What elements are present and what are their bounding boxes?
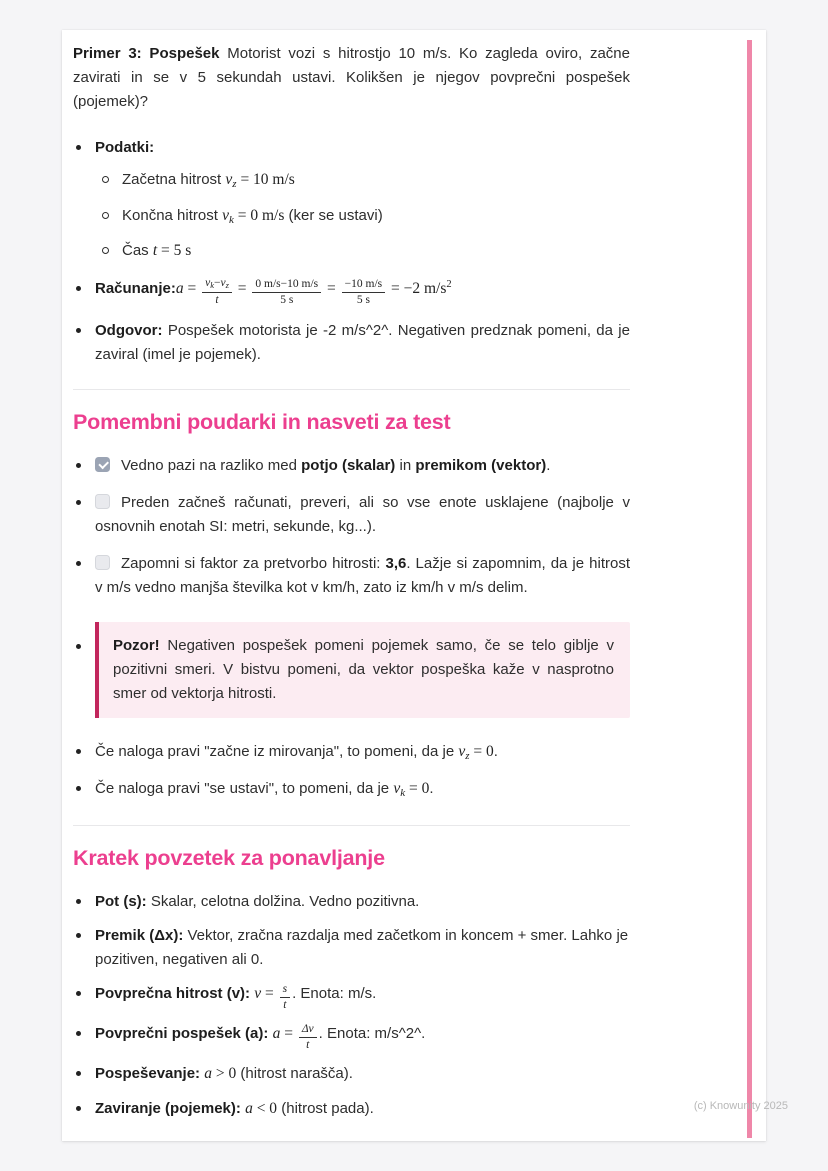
text-segment: . bbox=[493, 742, 498, 760]
callout-bullet-row bbox=[73, 622, 630, 718]
bold-segment: premikom (vektor) bbox=[415, 456, 547, 474]
bold-segment: Povprečna hitrost (v): bbox=[95, 984, 251, 1002]
math-expression bbox=[245, 1100, 277, 1117]
fraction-numerator: 0 m/s−10 m/s bbox=[252, 278, 321, 293]
math-superscript: 2 bbox=[446, 278, 452, 290]
math-var: a bbox=[175, 279, 184, 297]
math-expression bbox=[393, 780, 430, 800]
example-paragraph bbox=[73, 42, 630, 114]
math-eq: > 0 bbox=[211, 1065, 237, 1083]
math-expression bbox=[222, 207, 284, 224]
text-segment: (hitrost narašča). bbox=[236, 1065, 353, 1083]
math-sub: k bbox=[210, 280, 214, 291]
bold-segment: Pospeševanje: bbox=[95, 1065, 201, 1083]
math-expression bbox=[204, 1065, 236, 1082]
math-sub: k bbox=[400, 787, 406, 800]
math-expression bbox=[458, 743, 493, 760]
math-var: a bbox=[204, 1065, 212, 1083]
text-segment: . Enota: m/s^2^. bbox=[318, 1025, 426, 1042]
text-segment: Če naloga pravi "začne iz mirovanja", to pomeni, da je bbox=[95, 742, 459, 760]
racunanje-label: Računanje: bbox=[95, 279, 176, 297]
fraction bbox=[299, 1023, 317, 1052]
text-segment: Preden začneš računati, preveri, ali so vse enote usklajene (najbolje v osnovnih enotah SI: metri, sekunde, kg...). bbox=[95, 493, 630, 535]
fraction-numerator: s bbox=[280, 983, 290, 998]
podatki-sublist bbox=[95, 168, 630, 265]
summary-list bbox=[73, 890, 630, 1122]
math-expression bbox=[254, 982, 292, 1011]
fraction-denominator: t bbox=[283, 998, 287, 1011]
math-eq: = 0 bbox=[405, 780, 430, 798]
summary-item bbox=[73, 924, 630, 972]
odgovor-label: Odgovor: bbox=[95, 322, 163, 339]
summary-item bbox=[73, 982, 630, 1012]
math-eq: = bbox=[280, 1025, 297, 1042]
warning-callout bbox=[95, 622, 630, 718]
example-title: Primer 3: Pospešek bbox=[73, 45, 220, 62]
text-segment: . bbox=[546, 456, 551, 474]
math-eq: = bbox=[323, 279, 340, 297]
fraction-denominator: 5 s bbox=[356, 293, 370, 306]
note-item bbox=[73, 740, 630, 766]
math-eq: = 0 bbox=[469, 742, 494, 760]
example-body-text: Motorist vozi s hitrostjo 10 m/s. Ko zagleda oviro, začne zavirati in se v 5 sekundah ustavi. Kolikšen je njegov povprečni pospešek (pojemek)? bbox=[73, 45, 630, 110]
odgovor-item bbox=[73, 319, 630, 367]
bold-segment: 3,6 bbox=[385, 554, 407, 572]
math-eq: = 10 m/s bbox=[236, 171, 295, 188]
summary-item bbox=[73, 890, 630, 914]
callout-text: Negativen pospešek pomeni pojemek samo, če se telo giblje v pozitivni smeri. V bistvu pomeni, da vektor pospeška kaže v nasprotno smer od vektorja hitrosti. bbox=[113, 636, 614, 702]
math-var: a bbox=[245, 1100, 253, 1118]
summary-heading: Kratek povzetek za ponavljanje bbox=[73, 845, 385, 870]
checkbox-unchecked[interactable] bbox=[95, 555, 110, 570]
fraction bbox=[252, 278, 321, 307]
text-segment: . Lažje si zapomnim, da je hitrost v m/s vedno manjša številka kot v km/h, zato iz km/h v m/s delim. bbox=[95, 554, 630, 596]
summary-item bbox=[73, 1097, 630, 1122]
tip-item bbox=[73, 491, 630, 539]
fraction-denominator: 5 s bbox=[280, 293, 294, 306]
math-var: v bbox=[458, 742, 466, 760]
text-segment: Zapomni si faktor za pretvorbo hitrosti: bbox=[121, 554, 386, 572]
fraction-numerator: −10 m/s bbox=[342, 278, 385, 293]
fraction bbox=[342, 278, 385, 307]
list-item bbox=[95, 204, 630, 230]
math-var: v bbox=[205, 277, 211, 290]
podatki-item bbox=[73, 136, 630, 265]
bold-segment: potjo (skalar) bbox=[301, 456, 396, 474]
checkbox-unchecked[interactable] bbox=[95, 494, 110, 509]
watermark: (c) Knowunity 2025 bbox=[693, 1100, 788, 1112]
callout-title: Pozor! bbox=[113, 636, 160, 654]
math-result: = −2 m/s bbox=[387, 279, 447, 297]
note-item bbox=[73, 777, 630, 803]
text-segment: Skalar, celotna dolžina. Vedno pozitivna. bbox=[146, 892, 420, 910]
summary-item bbox=[73, 1062, 630, 1087]
summary-item bbox=[73, 1022, 630, 1052]
text-segment: Če naloga pravi "se ustavi", to pomeni, da je bbox=[95, 780, 394, 798]
text-segment: . Enota: m/s. bbox=[292, 984, 377, 1002]
math-var: a bbox=[272, 1025, 281, 1042]
math-eq: = 0 m/s bbox=[233, 206, 285, 224]
page-edge-accent-line bbox=[747, 40, 752, 1138]
document-card bbox=[62, 30, 766, 1141]
text-segment: (hitrost pada). bbox=[277, 1100, 374, 1118]
math-var: v bbox=[222, 206, 229, 224]
fraction-denominator: t bbox=[215, 293, 219, 306]
math-var: v bbox=[225, 171, 233, 188]
bold-segment: Zaviranje (pojemek): bbox=[95, 1100, 241, 1118]
text-segment: in bbox=[395, 456, 416, 474]
tip-item bbox=[73, 552, 630, 600]
math-eq: < 0 bbox=[252, 1100, 278, 1118]
math-op: − bbox=[214, 277, 221, 290]
math-sub: z bbox=[465, 749, 470, 762]
odgovor-text: Pospešek motorista je -2 m/s^2^. Negativen predznak pomeni, da je zaviral (imel je pojemek). bbox=[95, 322, 630, 363]
math-var: t bbox=[152, 242, 158, 260]
text-segment: Začetna hitrost bbox=[122, 171, 226, 188]
math-sub: k bbox=[228, 213, 234, 226]
section-divider bbox=[73, 389, 630, 390]
math-expression bbox=[153, 242, 191, 259]
text-segment: Čas bbox=[122, 242, 153, 260]
math-var: v bbox=[393, 780, 401, 798]
bold-segment: Povprečni pospešek (a): bbox=[95, 1025, 269, 1042]
fraction-numerator bbox=[202, 277, 232, 293]
math-eq: = bbox=[261, 984, 278, 1002]
tip-item bbox=[73, 454, 630, 478]
fraction bbox=[280, 983, 290, 1012]
text-segment: . bbox=[429, 780, 434, 798]
example-list bbox=[73, 136, 630, 367]
formula bbox=[175, 277, 452, 306]
text-segment: Vedno pazi na razliko med bbox=[121, 456, 302, 474]
racunanje-item bbox=[73, 277, 630, 307]
text-segment: Vektor, zračna razdalja med začetkom in koncem + smer. Lahko je pozitiven, negativen ali 0. bbox=[95, 926, 629, 968]
bold-segment: Pot (s): bbox=[95, 892, 147, 910]
list-item bbox=[95, 168, 630, 194]
fraction-denominator: t bbox=[306, 1039, 310, 1051]
tips-heading: Pomembni poudarki in nasveti za test bbox=[73, 410, 451, 434]
math-sub: z bbox=[232, 178, 237, 190]
section-divider bbox=[73, 825, 630, 826]
text-segment: Končna hitrost bbox=[122, 206, 223, 224]
math-sub: z bbox=[225, 280, 229, 291]
fraction-numerator: Δv bbox=[299, 1023, 317, 1038]
text-segment: (ker se ustavi) bbox=[284, 206, 383, 224]
math-expression bbox=[225, 171, 294, 188]
checkbox-checked[interactable] bbox=[95, 457, 110, 472]
math-eq: = 5 s bbox=[157, 242, 192, 260]
bold-segment: Premik (Δx): bbox=[95, 926, 184, 944]
math-var: v bbox=[220, 277, 226, 290]
math-eq: = bbox=[233, 279, 251, 297]
podatki-label: Podatki: bbox=[95, 139, 155, 156]
tips-list bbox=[73, 454, 630, 600]
list-item bbox=[95, 239, 630, 265]
notes-list bbox=[73, 740, 630, 803]
document-content bbox=[73, 42, 630, 1132]
math-eq: = bbox=[183, 279, 201, 297]
fraction bbox=[202, 277, 232, 307]
math-var: v bbox=[254, 984, 262, 1002]
math-expression bbox=[272, 1022, 319, 1051]
